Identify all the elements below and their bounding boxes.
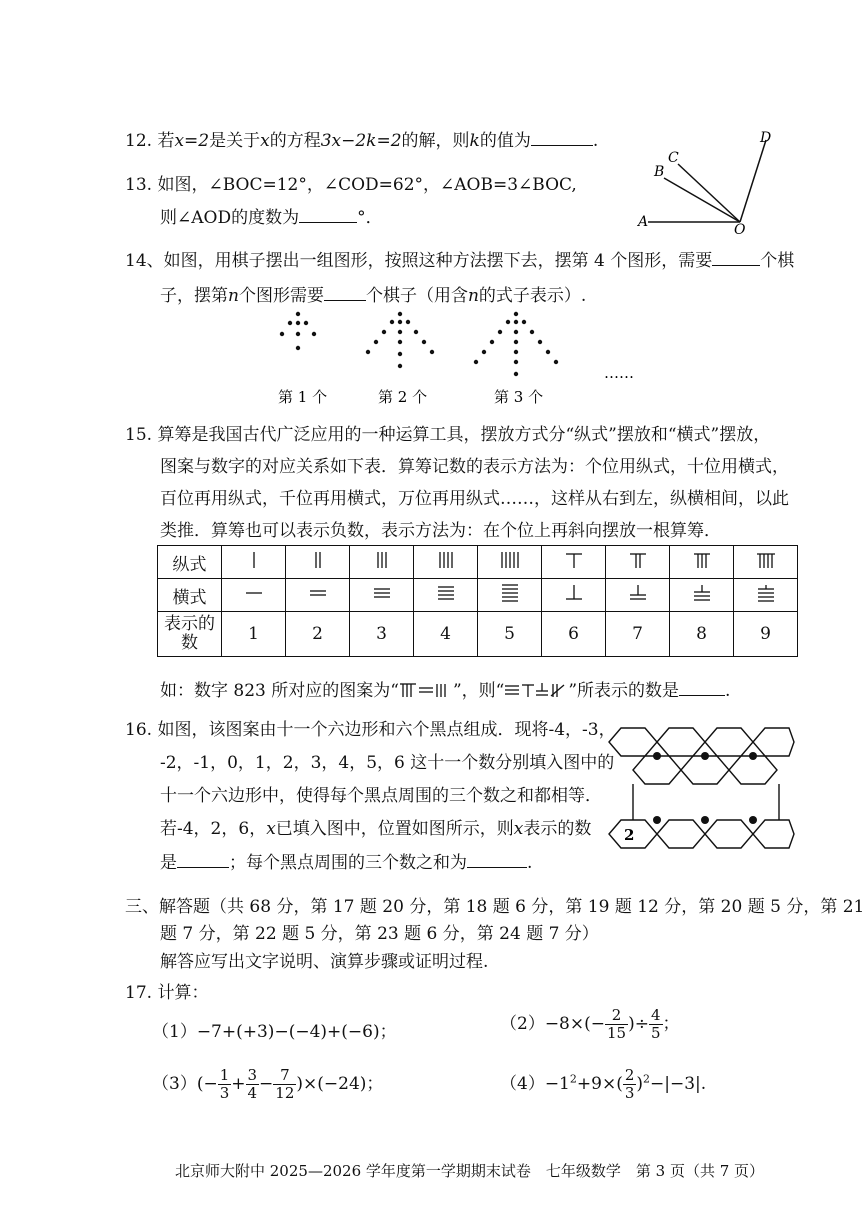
q15-text-line4: 类推．算筹也可以表示负数，表示方法为：在个位上再斜向摆放一根算筹．: [160, 521, 721, 541]
fraction-denominator: 3: [624, 1084, 635, 1102]
fraction-denominator: 4: [247, 1084, 258, 1102]
q12-var-k: k: [469, 131, 480, 151]
hexagon-grid: [609, 728, 794, 848]
q15-text-line3: 百位再用纵式，千位再用横式，万位再用纵式……，这样从右到左，纵横相间，以此: [160, 489, 789, 509]
q16-text-line4b: 已填入图中，位置如图所示，则: [275, 819, 514, 839]
question-17-title: [125, 978, 208, 1003]
rod-v-7: [606, 546, 670, 579]
fraction-denominator: 15: [607, 1024, 627, 1042]
question-13-line1: [125, 170, 577, 195]
number-6: 6: [542, 612, 606, 657]
rod-h-9: [734, 579, 798, 612]
q16-var-x: x: [266, 819, 276, 839]
question-16-line5: [160, 848, 532, 873]
pattern-ellipsis: ……: [604, 364, 634, 382]
fraction-numerator: 2: [605, 1007, 628, 1025]
q17-part-3: [152, 1067, 383, 1102]
label-o: O: [734, 222, 746, 236]
rod-h-5: [478, 579, 542, 612]
q15-example-a: 如：数字 823 所对应的图案为“: [160, 681, 399, 701]
number-3: 3: [350, 612, 414, 657]
q13-text-line1: 如图，∠BOC=12°，∠COD=62°，∠AOB=3∠BOC,: [157, 175, 577, 195]
q14-number: 14、: [125, 251, 164, 271]
q15-example-d: .: [725, 681, 731, 701]
section-3-header-line2: 题 7 分，第 22 题 5 分，第 23 题 6 分，第 24 题 7 分）: [160, 924, 599, 944]
q17-part-2-a: （2）−8×(−: [500, 1014, 605, 1034]
question-13-line2: [160, 203, 383, 228]
q16-text-line5a: 是: [160, 853, 177, 873]
rod-v-6: [542, 546, 606, 579]
number-2: 2: [286, 612, 350, 657]
q17-part-4-b: +9×(: [576, 1074, 623, 1094]
fraction-4-5: [649, 1007, 663, 1042]
q14-var-n: n: [228, 286, 239, 306]
q12-x-equals: x=2: [174, 131, 210, 151]
fraction-denominator: 3: [219, 1084, 230, 1102]
row-label-number: 表示的数: [158, 612, 222, 657]
q14-text-line2d: 的式子表示）.: [478, 286, 587, 306]
number-5: 5: [478, 612, 542, 657]
q12-answer-blank[interactable]: [531, 144, 593, 146]
fraction-1-3: [218, 1067, 232, 1102]
hex-value-2: 2: [624, 826, 635, 844]
q13-text-line2b: °．: [357, 208, 383, 228]
question-14-line1: [125, 246, 794, 271]
label-b: B: [654, 164, 665, 180]
q13-number: 13.: [125, 175, 153, 195]
pattern-2: [366, 312, 434, 368]
section-3-header-line1: 三、解答题（共 68 分，第 17 题 20 分，第 18 题 6 分，第 19 题 12 分，第 20 题 5 分，第 21: [125, 897, 865, 917]
q17-part-3-b: +: [231, 1074, 246, 1094]
number-1: 1: [222, 612, 286, 657]
rod-h-4: [414, 579, 478, 612]
q14-text-line2a: 子，摆第: [160, 286, 228, 306]
pattern-label-2: 第 2 个: [378, 388, 428, 406]
q16-text-line5b: ；每个黑点周围的三个数之和为: [229, 853, 467, 873]
q14-pattern-figure: [260, 306, 650, 410]
q17-part-4: [500, 1067, 706, 1102]
row-horizontal: [158, 579, 798, 612]
q17-part-2-b: )÷: [628, 1014, 649, 1034]
ray-oc: [678, 164, 740, 222]
q13-text-line2a: 则∠AOD的度数为: [160, 208, 300, 228]
q15-answer-blank[interactable]: [679, 694, 725, 696]
q14-answer-blank-2[interactable]: [324, 299, 366, 301]
q17-part-2-c: ；: [662, 1014, 680, 1034]
rod-h-2: [286, 579, 350, 612]
q15-example-c: ”所表示的数是: [568, 681, 680, 701]
q16-text-line5c: .: [527, 853, 533, 873]
q12-text-mid: 是关于: [209, 131, 261, 151]
number-9: 9: [734, 612, 798, 657]
q14-text-line2b: 个图形需要: [238, 286, 324, 306]
row-label-vertical: 纵式: [158, 546, 222, 579]
fraction-numerator: 7: [273, 1067, 296, 1085]
q17-part-3-c: −: [259, 1074, 274, 1094]
rod-h-1: [222, 579, 286, 612]
q16-text-line4c: 表示的数: [523, 819, 592, 839]
q17-part-4-exponent: 2: [569, 1072, 577, 1086]
rod-h-7: [606, 579, 670, 612]
q17-part-3-d: )×(−24)；: [296, 1074, 384, 1094]
rod-v-4: [414, 546, 478, 579]
q15-text-line2: 图案与数字的对应关系如下表．算筹记数的表示方法为：个位用纵式，十位用横式，: [160, 457, 789, 477]
q16-number: 16.: [125, 720, 153, 740]
rod-v-2: [286, 546, 350, 579]
fraction-3-4: [246, 1067, 260, 1102]
q15-number: 15.: [125, 425, 153, 445]
q14-var-n2: n: [467, 286, 479, 306]
rod-v-3: [350, 546, 414, 579]
number-7: 7: [606, 612, 670, 657]
q16-text-line1: 如图，该图案由十一个六边形和六个黑点组成．现将-4，-3，: [157, 720, 616, 740]
fraction-numerator: 1: [219, 1066, 230, 1084]
q12-number: 12.: [125, 131, 153, 151]
fraction-denominator: 5: [650, 1024, 661, 1042]
q17-part-3-a: （3）(−: [152, 1074, 218, 1094]
rod-pattern-question: [504, 682, 568, 698]
q15-example-b: ”，则“: [452, 681, 505, 701]
pattern-3: [474, 312, 558, 376]
q12-text-post: 的值为: [479, 131, 531, 151]
row-label-horizontal: 横式: [158, 579, 222, 612]
q13-answer-blank[interactable]: [299, 221, 357, 223]
rod-h-8: [670, 579, 734, 612]
rod-v-1: [222, 546, 286, 579]
q14-text-line1a: 如图，用棋子摆出一组图形，按照这种方法摆下去，摆第 4 个图形，需要: [163, 251, 713, 271]
q14-text-line2c: 个棋子（用含: [365, 286, 468, 306]
counting-rod-table: [157, 545, 798, 657]
q17-part-4-a: （4）−1: [500, 1074, 570, 1094]
q17-part-1: （1）−7+(+3)−(−4)+(−6)；: [152, 1022, 397, 1042]
q12-equation: 3x−2k=2: [320, 131, 402, 151]
question-16-line4: [160, 814, 591, 839]
q17-part-4-exponent-2: 2: [643, 1072, 651, 1086]
q17-part-4-c: ): [636, 1074, 644, 1094]
pattern-label-1: 第 1 个: [278, 388, 328, 406]
q12-text-pre: 若: [157, 131, 175, 151]
rod-v-8: [670, 546, 734, 579]
rod-h-6: [542, 579, 606, 612]
question-16-line1: [125, 715, 616, 740]
q15-example: [160, 676, 730, 701]
fraction-numerator: 3: [247, 1066, 258, 1084]
q17-title: 计算：: [157, 983, 209, 1003]
q16-var-x2: x: [513, 819, 524, 839]
section-3-instruction: 解答应写出文字说明、演算步骤或证明过程.: [160, 952, 489, 972]
fraction-2-3: [623, 1067, 637, 1102]
q16-text-line2: -2，-1，0，1，2，3，4，5，6 这十一个数分别填入图中的: [160, 753, 615, 773]
q12-text-eq-pre: 的方程: [269, 131, 321, 151]
fraction-numerator: 4: [650, 1006, 661, 1024]
rod-pattern-823: [399, 682, 453, 698]
rod-v-5: [478, 546, 542, 579]
q13-angle-figure: [636, 130, 776, 236]
q12-end: .: [592, 131, 599, 151]
label-a: A: [638, 214, 649, 230]
q14-answer-blank-1[interactable]: [712, 264, 760, 266]
q14-text-line1b: 个棋: [760, 251, 795, 271]
fraction-2-15: [605, 1007, 628, 1042]
fraction-7-12: [273, 1067, 296, 1102]
q15-text-line1: 算筹是我国古代广泛应用的一种运算工具，摆放方式分“纵式”摆放和“横式”摆放，: [157, 425, 771, 445]
q16-text-line4a: 若-4，2，6，: [160, 819, 267, 839]
number-8: 8: [670, 612, 734, 657]
row-numbers: [158, 612, 798, 657]
q17-part-4-d: −|−3|.: [650, 1074, 707, 1094]
question-12: [125, 126, 598, 151]
label-c: C: [668, 150, 679, 166]
ray-ob: [664, 178, 740, 222]
number-4: 4: [414, 612, 478, 657]
row-vertical: [158, 546, 798, 579]
pattern-1: [280, 312, 316, 350]
q16-answer-blank-2[interactable]: [467, 866, 527, 868]
rod-h-3: [350, 579, 414, 612]
q16-text-line3: 十一个六边形中，使得每个黑点周围的三个数之和都相等．: [160, 786, 602, 806]
black-dots: [653, 752, 757, 824]
question-14-line2: [160, 281, 586, 306]
fraction-numerator: 2: [624, 1066, 635, 1084]
q17-number: 17.: [125, 983, 153, 1003]
q17-part-2: [500, 1007, 680, 1042]
fraction-denominator: 12: [275, 1084, 295, 1102]
label-d: D: [760, 130, 772, 146]
question-15-line1: [125, 420, 770, 445]
q12-var-x: x: [260, 131, 270, 151]
q16-hexagon-figure: [604, 722, 796, 870]
pattern-label-3: 第 3 个: [494, 388, 544, 406]
q12-text-mid2: 的解，则: [401, 131, 470, 151]
rod-v-9: [734, 546, 798, 579]
q16-answer-blank-1[interactable]: [177, 866, 229, 868]
ray-od: [740, 140, 766, 222]
page-footer: 北京师大附中 2025—2026 学年度第一学期期末试卷 七年级数学 第 3 页（共 7 页）: [175, 1162, 765, 1180]
